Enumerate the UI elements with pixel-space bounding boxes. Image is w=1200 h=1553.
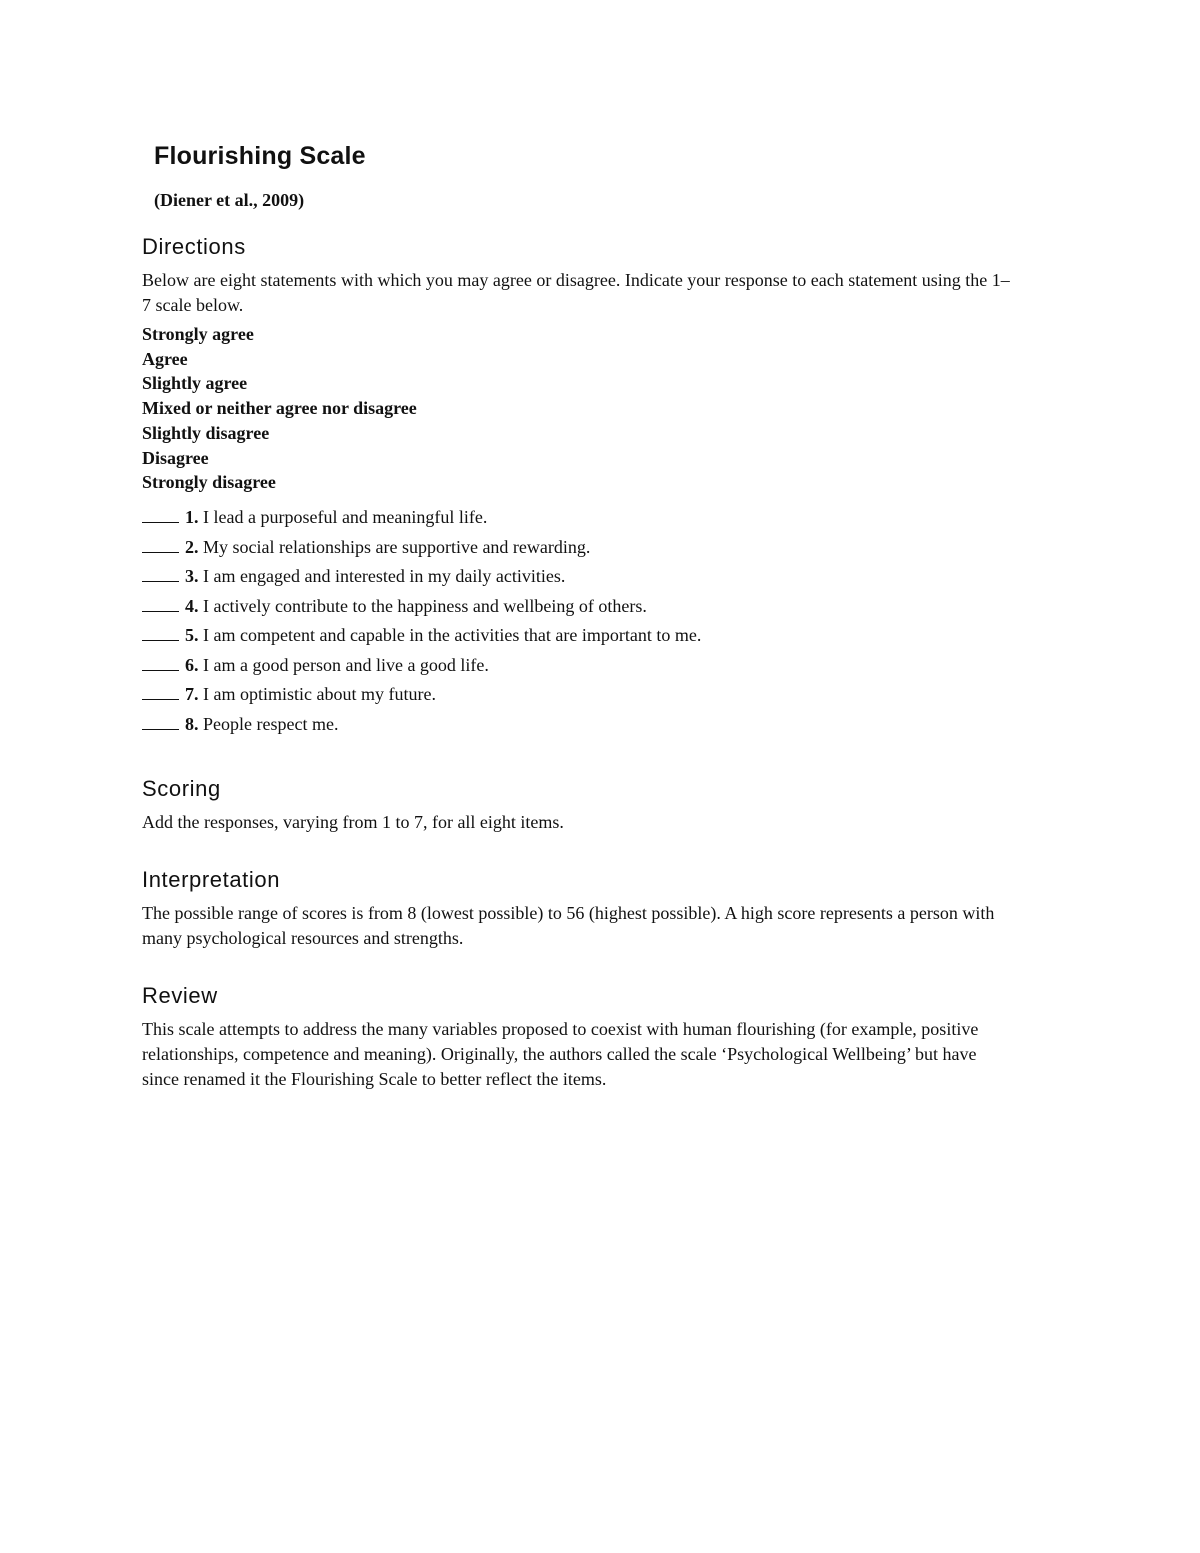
statement-text: I am engaged and interested in my daily activities. [203, 566, 566, 587]
statement-item [142, 680, 1012, 710]
statement-number: 3. [185, 566, 199, 587]
review-heading: Review [142, 982, 218, 1008]
response-scale-list [142, 322, 1012, 495]
scoring-text: Add the responses, varying from 1 to 7, for all eight items. [142, 811, 564, 832]
statement-item [142, 621, 1012, 651]
statement-number: 4. [185, 595, 199, 616]
response-blank[interactable] [142, 654, 179, 671]
scoring-heading: Scoring [142, 775, 221, 801]
document-page [142, 138, 1012, 1092]
statement-number: 2. [185, 536, 199, 557]
statement-number: 8. [185, 714, 199, 735]
statement-item [142, 592, 1012, 622]
response-blank[interactable] [142, 565, 179, 582]
response-blank[interactable] [142, 506, 179, 523]
statement-number: 5. [185, 625, 199, 646]
statement-number: 1. [185, 506, 199, 527]
statement-number: 7. [185, 684, 199, 705]
response-blank[interactable] [142, 536, 179, 553]
statement-text: I am optimistic about my future. [203, 684, 436, 705]
scale-option: Strongly disagree [142, 472, 276, 493]
statement-text: My social relationships are supportive and rewarding. [203, 536, 591, 557]
scale-option: Agree [142, 348, 188, 369]
scale-option: Slightly disagree [142, 422, 270, 443]
statement-list [142, 503, 1012, 740]
review-text: This scale attempts to address the many variables proposed to coexist with human flourishing (for example, positive relationships, competence and meaning). Originally, the authors called the scale ‘Psychological Wellbeing’ but have since renamed it the Flourishing Scale to better reflect the items. [142, 1018, 979, 1089]
response-blank[interactable] [142, 595, 179, 612]
statement-number: 6. [185, 654, 199, 675]
statement-item [142, 533, 1012, 563]
statement-text: I lead a purposeful and meaningful life. [203, 506, 488, 527]
scale-option: Disagree [142, 447, 209, 468]
statement-text: I actively contribute to the happiness and wellbeing of others. [203, 595, 647, 616]
statement-text: I am competent and capable in the activities that are important to me. [203, 625, 702, 646]
citation: (Diener et al., 2009) [154, 190, 305, 210]
statement-item [142, 562, 1012, 592]
interpretation-heading: Interpretation [142, 866, 281, 892]
response-blank[interactable] [142, 683, 179, 700]
directions-heading: Directions [142, 234, 246, 259]
statement-item [142, 503, 1012, 533]
statement-text: People respect me. [203, 714, 339, 735]
statement-text: I am a good person and live a good life. [203, 654, 489, 675]
statement-item [142, 651, 1012, 681]
scale-option: Mixed or neither agree nor disagree [142, 398, 417, 419]
directions-text: Below are eight statements with which you may agree or disagree. Indicate your response to each statement using the 1–7 scale below. [142, 270, 1010, 315]
interpretation-text: The possible range of scores is from 8 (lowest possible) to 56 (highest possible). A high score represents a person with many psychological resources and strengths. [142, 902, 995, 948]
response-blank[interactable] [142, 713, 179, 730]
scale-option: Slightly agree [142, 373, 248, 394]
document-title: Flourishing Scale [154, 142, 366, 170]
response-blank[interactable] [142, 624, 179, 641]
scale-option: Strongly agree [142, 324, 254, 344]
statement-item [142, 710, 1012, 740]
